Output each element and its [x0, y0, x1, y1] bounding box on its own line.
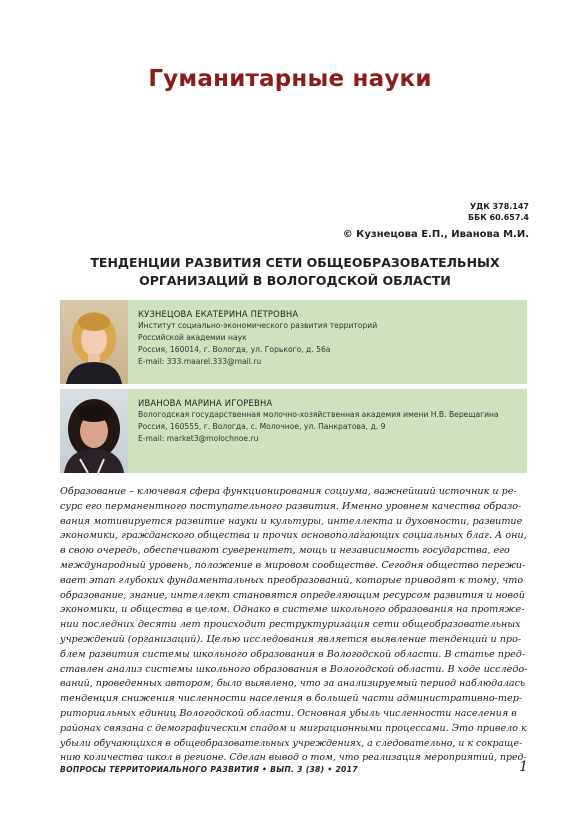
abstract-line: экономики, и общества в целом. Однако в системе школьного образования на протяже-: [60, 604, 525, 616]
abstract-line: вания мотивируется развитие науки и культуры, интеллекта и духовности, развитие: [60, 515, 523, 527]
author-info: [128, 389, 499, 473]
author-photo: [60, 389, 128, 473]
article-title-line: ОРГАНИЗАЦИЙ В ВОЛОГОДСКОЙ ОБЛАСТИ: [139, 273, 451, 288]
author-address: Россия, 160555, г. Вологда, с. Молочное, ул. Панкратова, д. 9: [138, 422, 386, 431]
author-photo: [60, 300, 128, 384]
abstract-line: убыли обучающихся в общеобразовательных учреждениях, а следовательно, и к сокраще-: [60, 737, 523, 749]
abstract-line: нии последних десяти лет происходит реструктуризация сети общеобразовательных: [60, 619, 521, 631]
abstract-line: тенденция снижения численности населения в большей части административно-тер-: [60, 693, 523, 705]
author-email[interactable]: E-mail: market3@molochnoe.ru: [138, 434, 259, 443]
udk-code: УДК 378.147: [469, 202, 529, 211]
author-affiliation: Институт социально-экономического развития территорий: [138, 321, 378, 330]
author-info: [128, 300, 377, 384]
abstract-line: нию количества школ в регионе. Сделан вывод о том, что реализация мероприятий, пред-: [60, 752, 527, 764]
abstract-line: блем развития системы школьного образования в Вологодской области. В статье пред-: [60, 648, 526, 660]
abstract-line: образование, знание, интеллект становятся определяющим ресурсом развития и новой: [60, 589, 525, 601]
abstract-line: районах связана с демографическим спадом и миграционными процессами. Это привело к: [60, 722, 527, 734]
portrait-woman-dark-hair-icon: [60, 389, 128, 473]
abstract-line: в свою очередь, обеспечивают суверенитет, мощь и независимость государства, его: [60, 545, 510, 557]
abstract-line: риториальных единиц Вологодской области. Основная убыль численности населения в: [60, 707, 517, 719]
abstract-line: экономики, гражданского общества и прочих основополагающих социальных благ. А они,: [60, 530, 527, 542]
section-title: Гуманитарные науки: [148, 66, 432, 92]
bbk-code: ББК 60.657.4: [468, 213, 529, 222]
author-address: Россия, 160014, г. Вологда, ул. Горького, д. 56а: [138, 345, 331, 354]
abstract-line: сурс его перманентного поступательного развития. Именно уровнем качества образо-: [60, 500, 522, 512]
author-name: КУЗНЕЦОВА ЕКАТЕРИНА ПЕТРОВНА: [138, 309, 299, 319]
portrait-woman-blonde-icon: [60, 300, 128, 384]
author-card: [60, 389, 527, 473]
journal-footer: ВОПРОСЫ ТЕРРИТОРИАЛЬНОГО РАЗВИТИЯ • ВЫП. 3 (38) • 2017: [60, 765, 358, 774]
author-card: [60, 300, 527, 384]
author-affiliation: Российской академии наук: [138, 333, 247, 342]
abstract: [60, 485, 527, 766]
article-title: [60, 254, 530, 290]
classification-codes: [468, 201, 529, 223]
author-email[interactable]: E-mail: 333.maarel.333@mail.ru: [138, 357, 262, 366]
page-number: 1: [519, 759, 528, 775]
abstract-line: ставлен анализ системы школьного образования в Вологодской области. В ходе исследо-: [60, 663, 528, 675]
abstract-line: вает этап глубоких фундаментальных преобразований, которые приводят к тому, что: [60, 574, 524, 586]
abstract-line: международный уровень, положение в мировом сообществе. Сегодня общество пережи-: [60, 559, 526, 571]
abstract-line: Образование – ключевая сфера функционирования социума, важнейший источник и ре-: [60, 486, 517, 497]
abstract-line: ваний, проведенных автором, было выявлено, что за анализируемый период наблюдалась: [60, 678, 526, 690]
abstract-line: учреждений (организаций). Целью исследования является выявление тенденций и про-: [60, 633, 522, 645]
author-affiliation: Вологодская государственная молочно-хозяйственная академия имени Н.В. Верещагина: [138, 410, 499, 419]
article-title-line: ТЕНДЕНЦИИ РАЗВИТИЯ СЕТИ ОБЩЕОБРАЗОВАТЕЛЬНЫХ: [90, 255, 500, 270]
copyright: © Кузнецова Е.П., Иванова М.И.: [342, 229, 529, 240]
author-name: ИВАНОВА МАРИНА ИГОРЕВНА: [138, 398, 273, 408]
